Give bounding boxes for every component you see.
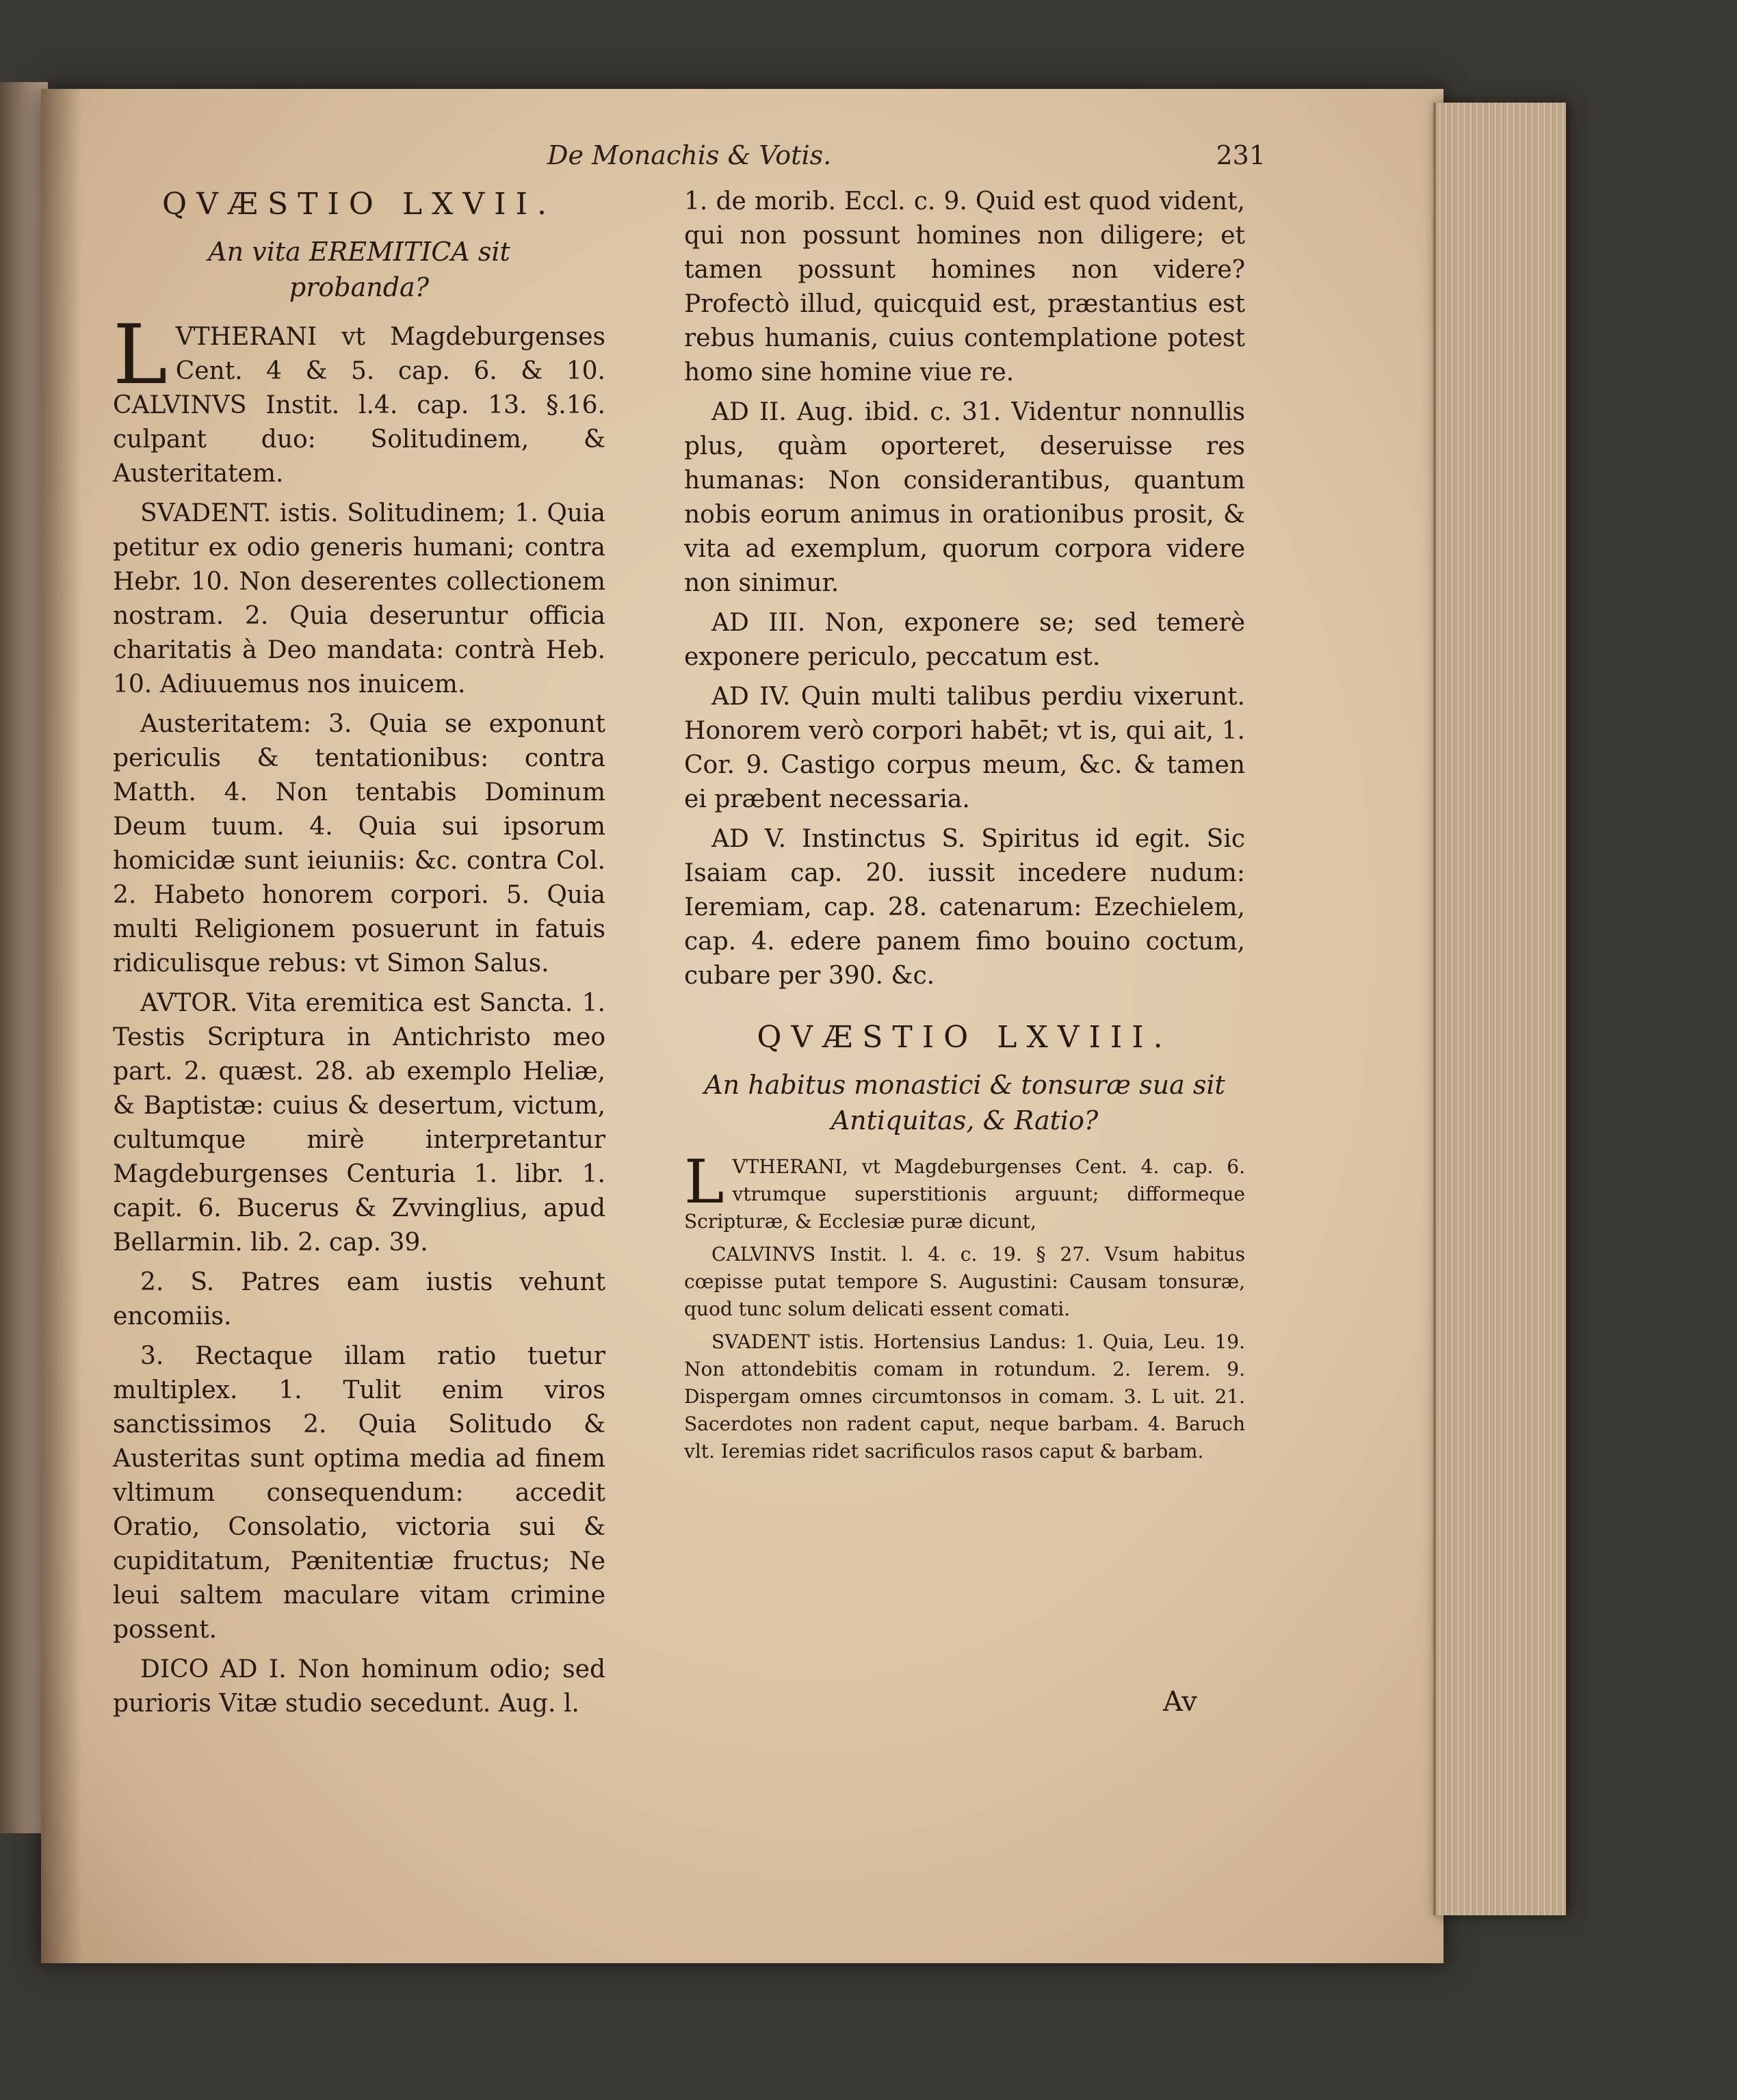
question-68-title: QVÆSTIO LXVIII.: [757, 1020, 1173, 1055]
right-column: [684, 185, 1245, 1471]
paragraph: SVADENT istis. Hortensius Landus: 1. Quia, Leu. 19. Non attondebitis comam in rotundum. 2. Ierem. 9. Dispergam omnes circumtonsos in comam. 3. L uit. 21. Sacerdotes non radent caput, neque barbam. 4. Baruch vlt. Ieremias ridet sacrificulos rasos caput & barbam.: [684, 1330, 1245, 1462]
page-header: [547, 140, 1266, 181]
question-68-subtitle-line-1: An habitus monastici & tonsuræ sua sit: [704, 1070, 1225, 1100]
paragraph: [113, 308, 605, 491]
question-67-title: QVÆSTIO LXVII.: [162, 187, 556, 222]
paragraph: DICO AD I. Non hominum odio; sed purioris Vitæ studio secedunt. Aug. l.: [113, 1655, 605, 1718]
paragraph: AD III. Non, exponere se; sed temerè exponere periculo, peccatum est.: [684, 609, 1245, 671]
paragraph: AD II. Aug. ibid. c. 31. Videntur nonnullis plus, quàm oporteret, deseruisse res humanas: Non considerantibus, quantum nobis eorum animus in orationibus prosit, & vita ad exemplum, quorum corpora videre non sinimur.: [684, 398, 1245, 597]
paragraph: AVTOR. Vita eremitica est Sancta. 1. Testis Scriptura in Antichristo meo part. 2. quæst. 28. ab exemplo Heliæ, & Baptistæ: cuius & desertum, victum, cultumque mirè interpretantur Magdeburgenses Centuria 1. libr. 1. capit. 6. Bucerus & Zvvinglius, apud Bellarmin. lib. 2. cap. 39.: [113, 989, 605, 1257]
paragraph-text: VTHERANI vt Magdeburgenses Cent. 4 & 5. cap. 6. & 10. CALVINVS Instit. l.4. cap. 13. §.16. culpant duo: Solitudinem, & Austeritatem.: [113, 323, 605, 488]
paragraph: AD IV. Quin multi talibus perdiu vixerunt. Honorem verò corpori habēt; vt is, qui ait, 1. Cor. 9. Castigo corpus meum, &c. & tamen ei præbent necessaria.: [684, 683, 1245, 813]
question-68-subtitle: [684, 1067, 1245, 1138]
question-67-subtitle-line-1: An vita EREMITICA sit: [208, 237, 510, 267]
question-67-subtitle-line-2: probanda?: [289, 272, 430, 302]
paragraph: CALVINVS Instit. l. 4. c. 19. § 27. Vsum habitus cœpisse putat tempore S. Augustini: Causam tonsuræ, quod tunc solum delicati essent comati.: [684, 1243, 1245, 1320]
paragraph: Austeritatem: 3. Quia se exponunt periculis & tentationibus: contra Matth. 4. Non tentabis Dominum Deum tuum. 4. Quia sui ipsorum homicidæ sunt ieiuniis: &c. contra Col. 2. Habeto honorem corpori. 5. Quia multi Religionem posuerunt in fatuis ridiculisque rebus: vt Simon Salus.: [113, 710, 605, 977]
paragraph: 2. S. Patres eam iustis vehunt encomiis.: [113, 1268, 605, 1330]
paragraph: 1. de morib. Eccl. c. 9. Quid est quod vident, qui non possunt homines non diligere; et tamen possunt homines non videre? Profectò illud, quicquid est, præstantius est rebus humanis, cuius contemplatione potest homo sine homine viue re.: [684, 187, 1245, 386]
page-number: 231: [1216, 140, 1266, 170]
spacer: [684, 999, 1245, 1018]
question-67-subtitle: [113, 234, 605, 305]
drop-cap: L: [684, 1146, 724, 1217]
paragraph: SVADENT. istis. Solitudinem; 1. Quia petitur ex odio generis humani; contra Hebr. 10. Non deserentes collectionem nostram. 2. Quia deseruntur officia charitatis à Deo mandata: contrà Heb. 10. Adiuuemus nos inuicem.: [113, 499, 605, 698]
page-edges: [1433, 103, 1566, 1915]
gutter-shadow: [41, 89, 82, 1963]
left-column: [113, 185, 605, 1727]
catchword: Av: [1163, 1686, 1197, 1718]
paragraph: [684, 1146, 1245, 1235]
drop-cap: L: [113, 308, 168, 403]
question-68-subtitle-line-2: Antiquitas, & Ratio?: [831, 1105, 1099, 1136]
paragraph: AD V. Instinctus S. Spiritus id egit. Sic Isaiam cap. 20. iussit incedere nudum: Ieremiam, cap. 28. catenarum: Ezechielem, cap. 4. edere panem fimo bouino coctum, cubare per 390. &c.: [684, 825, 1245, 990]
paragraph: 3. Rectaque illam ratio tuetur multiplex. 1. Tulit enim viros sanctissimos 2. Quia Solitudo & Austeritas sunt optima media ad finem vltimum consequendum: accedit Oratio, Consolatio, victoria sui & cupiditatum, Pænitentiæ fructus; Ne leui saltem maculare vitam crimine possent.: [113, 1342, 605, 1644]
running-head: De Monachis & Votis.: [547, 140, 832, 170]
paragraph-text: VTHERANI, vt Magdeburgenses Cent. 4. cap. 6. vtrumque superstitionis arguunt; difformeque Scripturæ, & Ecclesiæ puræ dicunt,: [684, 1155, 1245, 1233]
